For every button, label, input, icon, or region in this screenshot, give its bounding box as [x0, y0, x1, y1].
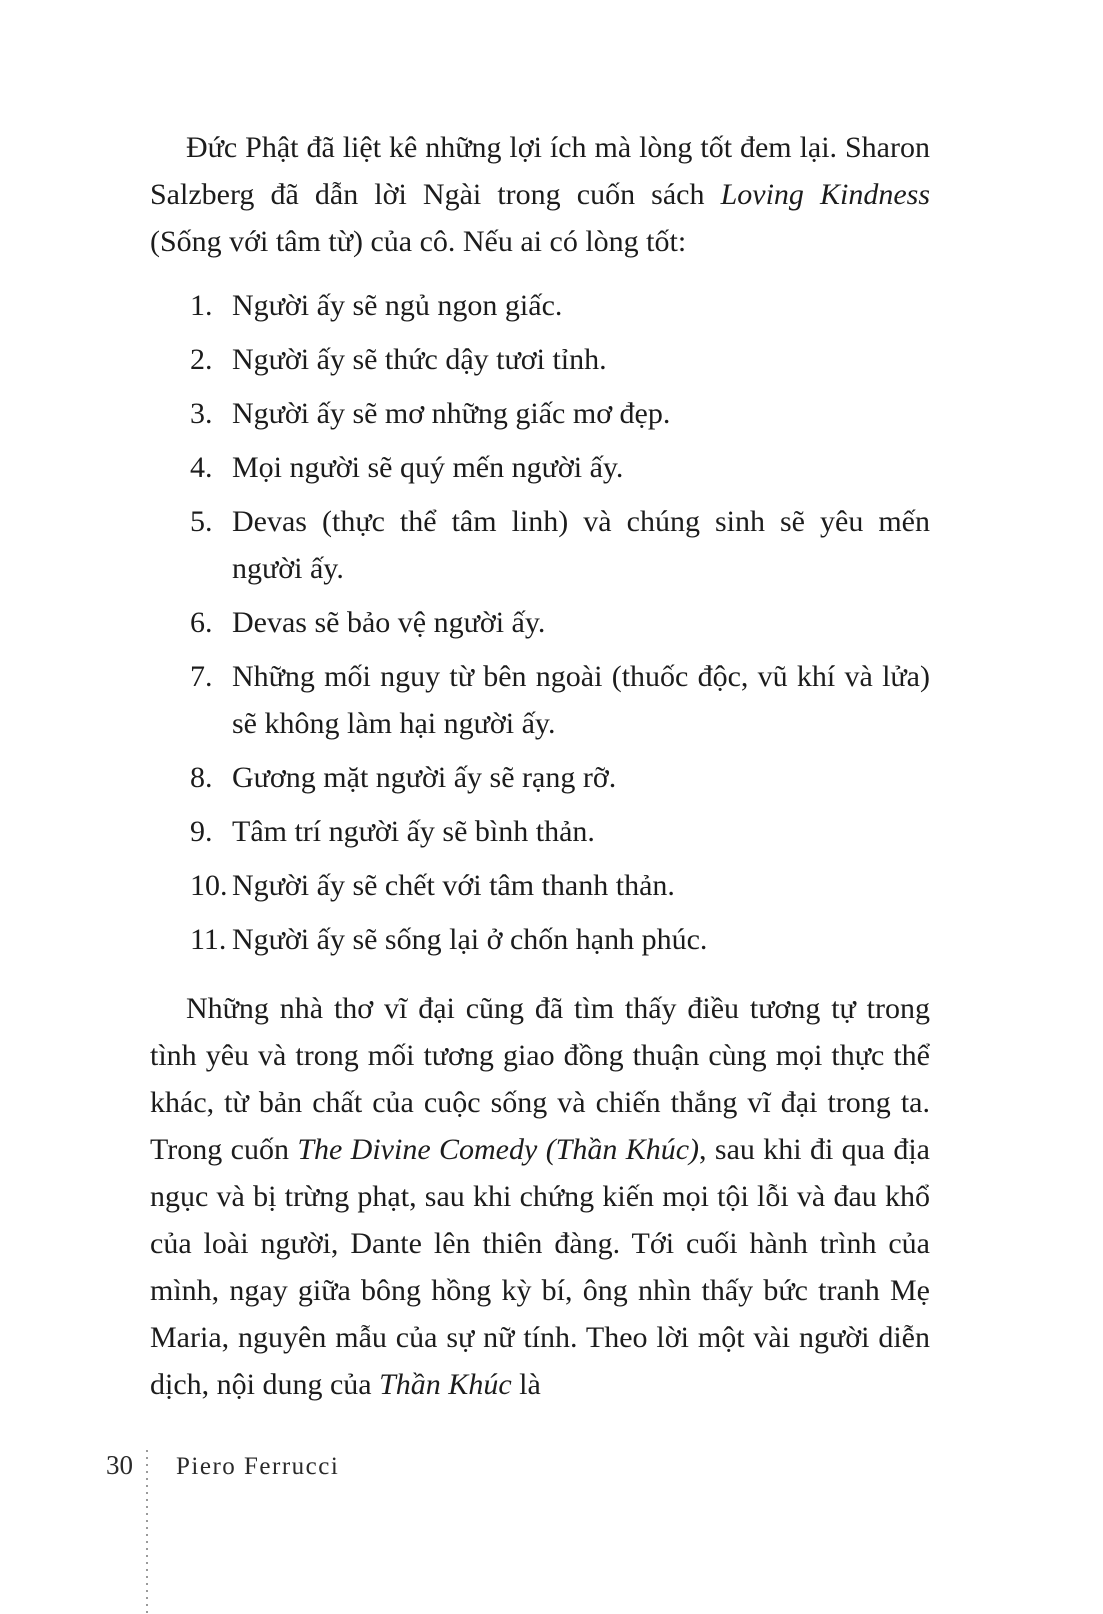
benefits-list: [150, 282, 930, 963]
list-item-text: Gương mặt người ấy sẽ rạng rỡ.: [232, 761, 617, 794]
list-item-number: 7.: [190, 660, 213, 693]
list-item: [150, 862, 930, 909]
list-item-number: 11.: [190, 923, 227, 956]
book-title-italic: The Divine Comedy: [297, 1133, 538, 1166]
page-footer: [0, 1448, 1103, 1614]
list-item: [150, 808, 930, 855]
intro-text: (Sống với tâm từ) của cô. Nếu ai có lòng tốt:: [150, 225, 687, 258]
list-item: [150, 599, 930, 646]
list-item: [150, 336, 930, 383]
list-item-number: 9.: [190, 815, 213, 848]
list-item-number: 1.: [190, 289, 213, 322]
book-title-italic: (Thần Khúc): [545, 1133, 700, 1166]
list-item-text: Người ấy sẽ chết với tâm thanh thản.: [232, 869, 675, 902]
list-item-text: Người ấy sẽ sống lại ở chốn hạnh phúc.: [232, 923, 708, 956]
list-item-number: 3.: [190, 397, 213, 430]
list-item-text: Người ấy sẽ ngủ ngon giấc.: [232, 289, 563, 322]
list-item-number: 8.: [190, 761, 213, 794]
list-item-number: 2.: [190, 343, 213, 376]
list-item: [150, 653, 930, 747]
list-item-text: Người ấy sẽ mơ những giấc mơ đẹp.: [232, 397, 671, 430]
list-item: [150, 916, 930, 963]
list-item: [150, 282, 930, 329]
list-item-text: Mọi người sẽ quý mến người ấy.: [232, 451, 624, 484]
list-item-text: Những mối nguy từ bên ngoài (thuốc độc, vũ khí và lửa) sẽ không làm hại người ấy.: [232, 660, 930, 740]
book-title-italic: Loving Kindness: [720, 178, 930, 211]
closing-text: là: [511, 1368, 541, 1401]
list-item-number: 6.: [190, 606, 213, 639]
list-item-number: 5.: [190, 505, 213, 538]
author-name: Piero Ferrucci: [176, 1453, 340, 1480]
footer-dotted-divider: [146, 1450, 148, 1614]
list-item: [150, 444, 930, 491]
list-item: [150, 498, 930, 592]
list-item-text: Devas sẽ bảo vệ người ấy.: [232, 606, 546, 639]
closing-paragraph: [150, 985, 930, 1408]
page-number: 30: [106, 1450, 133, 1480]
book-title-italic: Thần Khúc: [379, 1368, 512, 1401]
list-item-text: Người ấy sẽ thức dậy tươi tỉnh.: [232, 343, 607, 376]
list-item-number: 4.: [190, 451, 213, 484]
closing-text: [537, 1133, 545, 1166]
list-item: [150, 390, 930, 437]
list-item: [150, 754, 930, 801]
intro-paragraph: [150, 124, 930, 265]
list-item-text: Devas (thực thể tâm linh) và chúng sinh sẽ yêu mến người ấy.: [232, 505, 930, 585]
page-content: [150, 124, 930, 1408]
closing-text: , sau khi đi qua địa ngục và bị trừng phạt, sau khi chứng kiến mọi tội lỗi và đau khổ của loài người, Dante lên thiên đàng. Tới cuối hành trình của mình, ngay giữa bông hồng kỳ bí, ông nhìn thấy bức tranh Mẹ Maria, nguyên mẫu của sự nữ tính. Theo lời một vài người diễn dịch, nội dung của: [150, 1133, 930, 1401]
list-item-text: Tâm trí người ấy sẽ bình thản.: [232, 815, 595, 848]
closing-text: Những nhà thơ vĩ đại cũng đã tìm thấy điều tương tự trong tình yêu và trong mối tương giao đồng thuận cùng mọi thực thể khác, từ bản chất của cuộc sống và chiến thắng vĩ đại trong ta. Trong cuốn: [150, 992, 930, 1166]
list-item-number: 10.: [190, 869, 228, 902]
intro-text: Đức Phật đã liệt kê những lợi ích mà lòng tốt đem lại. Sharon Salzberg đã dẫn lời Ngài trong cuốn sách: [150, 131, 930, 211]
